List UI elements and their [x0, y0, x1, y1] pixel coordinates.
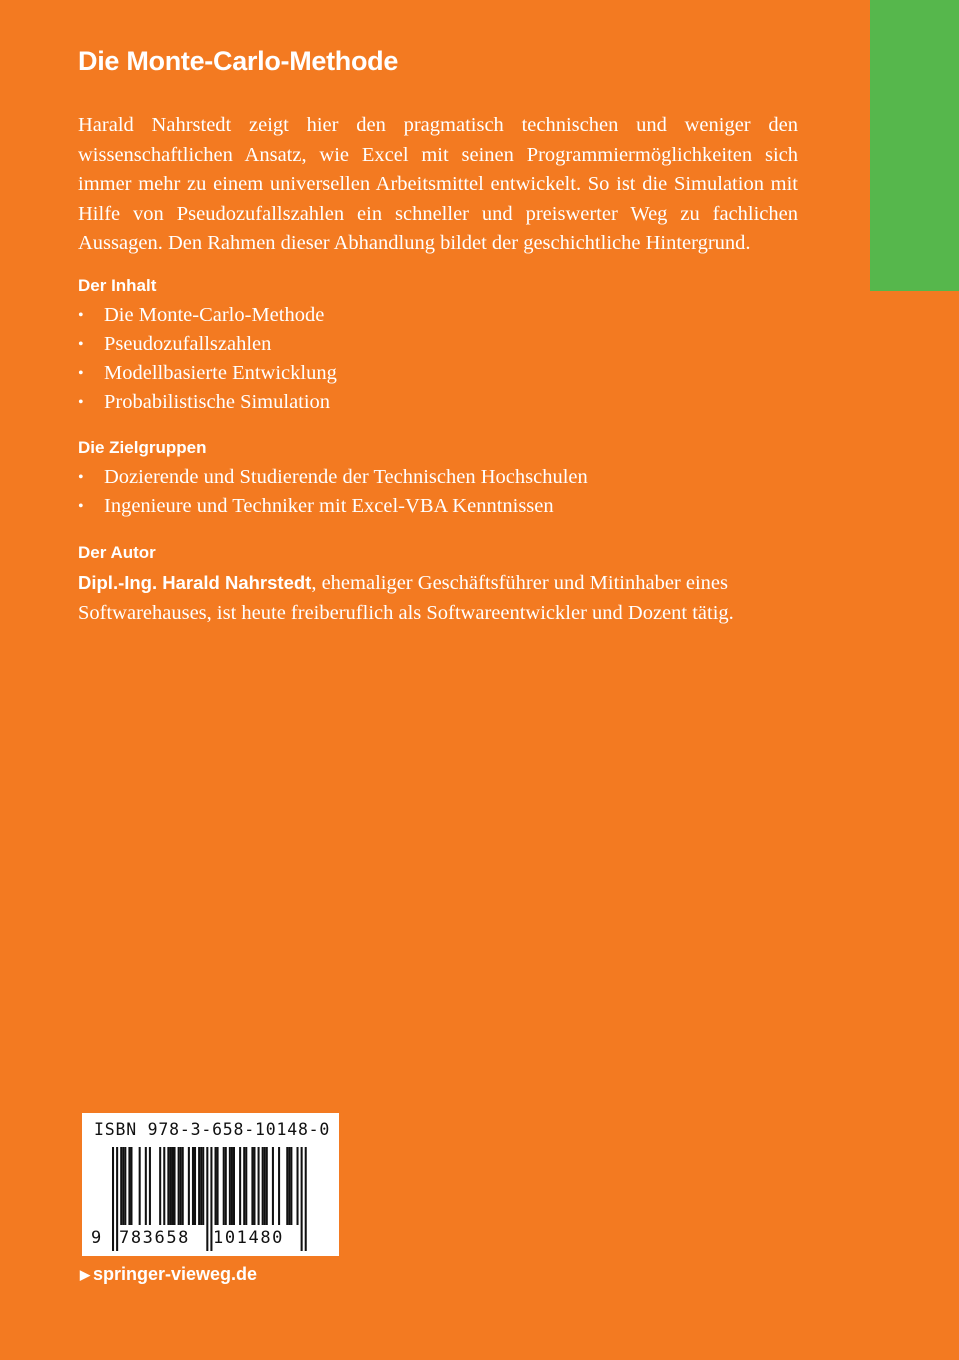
- barcode-bar: [122, 1147, 124, 1225]
- barcode-digits-right: 101480: [213, 1228, 285, 1248]
- barcode-bar: [245, 1147, 247, 1225]
- barcode-bar: [174, 1147, 176, 1225]
- barcode-bar: [258, 1147, 260, 1225]
- barcode-bar: [243, 1147, 245, 1225]
- barcode-bar: [188, 1147, 190, 1225]
- barcode-bar: [229, 1147, 231, 1225]
- barcode-bar: [272, 1147, 274, 1225]
- bullet-icon: •: [78, 365, 84, 382]
- barcode-digit-first: 9: [91, 1228, 102, 1248]
- barcode-bar: [149, 1147, 151, 1225]
- barcode-bar: [233, 1147, 235, 1225]
- bullet-icon: •: [78, 469, 84, 486]
- barcode-bar: [124, 1147, 126, 1225]
- isbn-barcode: [82, 1113, 339, 1256]
- barcode-bar: [182, 1147, 184, 1225]
- barcode-bar: [159, 1147, 161, 1225]
- autor-heading: Der Autor: [78, 543, 156, 562]
- list-item: • Pseudozufallszahlen: [78, 330, 337, 359]
- barcode-bar: [202, 1147, 204, 1225]
- barcode-bar: [128, 1147, 130, 1225]
- barcode-bar: [215, 1147, 217, 1225]
- barcode-bar: [286, 1147, 288, 1225]
- barcode-bar: [305, 1147, 307, 1251]
- list-item: • Die Monte-Carlo-Methode: [78, 301, 337, 330]
- barcode-bar: [266, 1147, 268, 1225]
- barcode-bar: [278, 1147, 280, 1225]
- barcode-bar: [223, 1147, 225, 1225]
- green-accent-bar: [870, 0, 959, 291]
- barcode-bar: [116, 1147, 118, 1251]
- barcode-bar: [217, 1147, 219, 1225]
- barcode-bar: [198, 1147, 200, 1225]
- barcode-bar: [169, 1147, 171, 1225]
- barcode-digits-left: 783658: [119, 1228, 191, 1248]
- barcode-bar: [239, 1147, 241, 1225]
- barcode-bar: [130, 1147, 132, 1225]
- bullet-icon: •: [78, 307, 84, 324]
- barcode-bar: [171, 1147, 173, 1225]
- intro-paragraph: Harald Nahrstedt zeigt hier den pragmatisch technischen und weniger den wissenschaftlichen Ansatz, wie Excel mit seinen Programmiermöglichkeiten sich immer mehr zu einem universellen Arbeitsmittel entwickelt. So ist die Simulation mit Hilfe von Pseudozufallszahlen ein schneller und preiswerter Weg zu fachlichen Aussagen. Den Rahmen dieser Abhandlung bildet der geschichtliche Hintergrund.: [78, 114, 798, 254]
- barcode-graphic: [82, 1113, 339, 1256]
- author-text: , ehemaliger Geschäftsführer und Mitinhaber eines Softwarehauses, ist heute freiberuflich als Softwareentwickler und Dozent tätig.: [78, 572, 734, 624]
- bullet-icon: •: [78, 394, 84, 411]
- zielgruppen-heading: Die Zielgruppen: [78, 438, 207, 457]
- barcode-bar: [290, 1147, 292, 1225]
- barcode-bar: [145, 1147, 147, 1225]
- play-arrow-icon: ▶: [80, 1267, 90, 1282]
- website-link[interactable]: ▶ springer-vieweg.de: [80, 1264, 258, 1284]
- barcode-bar: [120, 1147, 122, 1225]
- barcode-bar: [163, 1147, 165, 1225]
- inhalt-heading: Der Inhalt: [78, 276, 157, 295]
- barcode-bar: [225, 1147, 227, 1225]
- barcode-bar: [251, 1147, 253, 1225]
- barcode-bar: [139, 1147, 141, 1225]
- bullet-icon: •: [78, 336, 84, 353]
- author-bio: [78, 568, 798, 628]
- barcode-bar: [262, 1147, 264, 1225]
- barcode-bar: [192, 1147, 194, 1225]
- barcode-bar: [178, 1147, 180, 1225]
- isbn-label: ISBN 978-3-658-10148-0: [94, 1120, 331, 1139]
- barcode-bar: [288, 1147, 290, 1225]
- barcode-bar: [112, 1147, 114, 1251]
- barcode-bar: [200, 1147, 202, 1225]
- barcode-bar: [264, 1147, 266, 1225]
- barcode-bar: [180, 1147, 182, 1225]
- barcode-bar: [194, 1147, 196, 1225]
- barcode-bar: [206, 1147, 208, 1251]
- bullet-icon: •: [78, 498, 84, 515]
- zielgruppen-list: [78, 463, 588, 521]
- barcode-bar: [167, 1147, 169, 1225]
- list-item: • Dozierende und Studierende der Technischen Hochschulen: [78, 463, 588, 492]
- list-item: • Probabilistische Simulation: [78, 388, 337, 417]
- book-title: Die Monte-Carlo-Methode: [78, 46, 399, 76]
- author-name: Dipl.-Ing. Harald Nahrstedt: [78, 572, 312, 593]
- barcode-bar: [253, 1147, 255, 1225]
- barcode-bar: [231, 1147, 233, 1225]
- barcode-bar: [301, 1147, 303, 1251]
- inhalt-list: [78, 301, 337, 417]
- list-item: • Modellbasierte Entwicklung: [78, 359, 337, 388]
- list-item: • Ingenieure und Techniker mit Excel-VBA Kenntnissen: [78, 492, 588, 521]
- barcode-bar: [297, 1147, 299, 1225]
